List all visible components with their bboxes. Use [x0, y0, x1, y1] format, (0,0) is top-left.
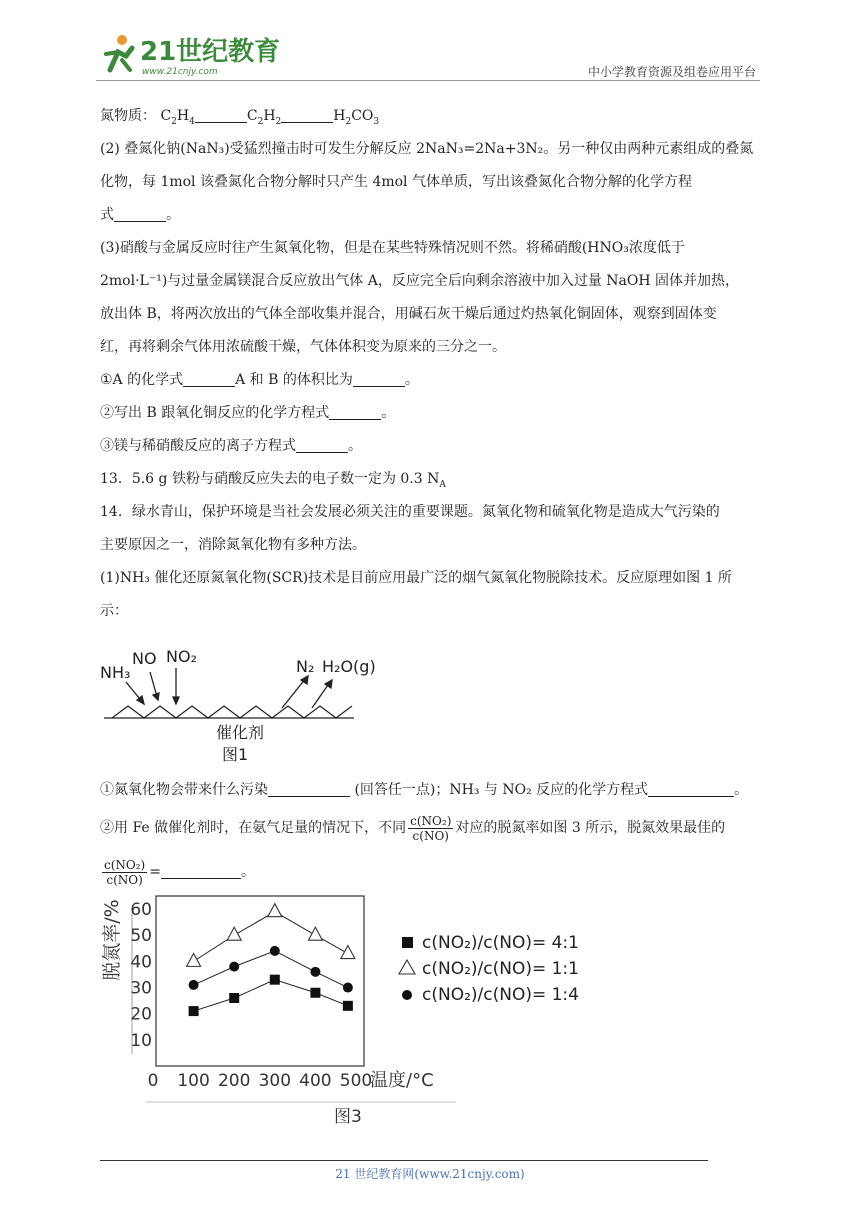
- data-point-triangle: [308, 927, 322, 940]
- legend-label: c(NO₂)/c(NO)= 4:1: [422, 933, 579, 953]
- answer-blank[interactable]: [296, 436, 348, 453]
- header-divider: [96, 80, 760, 81]
- site-logo: [96, 30, 281, 78]
- x-tick-label: 200: [217, 1071, 251, 1091]
- sub-question-2: ②用 Fe 做催化剂时，在氨气足量的情况下，不同 $\frac{\text{c(NO₂)}}{c(NO)}$ 对应的脱氮率如图 3 所示，脱氮效果最佳的: [100, 813, 726, 843]
- logo-text: 21世纪教育: [140, 37, 281, 67]
- data-point-circle: [229, 962, 239, 972]
- catalyst-surface: [104, 706, 354, 718]
- figure-3-caption: 图3: [334, 1107, 362, 1127]
- label-no2: NO₂: [166, 647, 197, 666]
- series-line: [194, 912, 348, 962]
- footer-divider: [100, 1160, 708, 1161]
- sub-question-1: ①氮氧化物会带来什么污染 (回答任一点)；NH₃ 与 NO₂ 反应的化学方程式 。: [100, 782, 749, 798]
- data-point-square: [270, 975, 280, 985]
- answer-blank[interactable]: [114, 205, 166, 222]
- question-14-line1: 14．绿水青山，保护环境是当社会发展必须关注的重要课题。氮氧化物和硫氧化物是造成大气污染的: [100, 504, 720, 520]
- x-tick-label: 100: [177, 1071, 210, 1091]
- y-tick-label: 40: [130, 952, 152, 973]
- question-1: ①A 的化学式 A 和 B 的体积比为 。: [100, 372, 419, 388]
- paragraph-2-line2: 化物，每 1mol 该叠氮化合物分解时只产生 4mol 气体单质，写出该叠氮化合物分解的化学方程: [100, 174, 692, 190]
- question-13: 13．5.6 g 铁粉与硝酸反应失去的电子数一定为 0.3 $N_A$: [100, 471, 446, 490]
- x-tick-label: 400: [299, 1071, 332, 1091]
- x-tick-label: 500: [339, 1071, 373, 1091]
- figure-3-chart: [96, 888, 616, 1128]
- x-tick-label: 300: [258, 1071, 292, 1091]
- paragraph-3-line2: 2mol·L⁻¹)与过量金属镁混合反应放出气体 A，反应完全后向剩余溶液中加入过量 NaOH 固体并加热，: [100, 273, 740, 289]
- paragraph-3-line4: 红，再将剩余气体用浓硫酸干燥，气体体积变为原来的三分之一。: [100, 339, 506, 355]
- data-point-square: [310, 988, 320, 998]
- question-3: ③镁与稀硝酸反应的离子方程式 。: [100, 438, 362, 454]
- y-tick-label: 20: [130, 1004, 152, 1025]
- answer-blank[interactable]: [268, 780, 350, 797]
- paragraph-2-line1: (2) 叠氮化钠(NaN₃)受猛烈撞击时可发生分解反应 2NaN₃=2Na+3N₂。另一种仅由两种元素组成的叠氮: [100, 141, 754, 157]
- y-axis-label: 脱氮率/%: [101, 899, 123, 981]
- footer-link[interactable]: 21 世纪教育网(www.21cnjy.com): [335, 1167, 525, 1181]
- data-point-square: [189, 1006, 199, 1016]
- legend-marker-triangle: [399, 960, 415, 974]
- paragraph-2-line3: 式 。: [100, 207, 180, 223]
- data-point-triangle: [341, 946, 355, 959]
- document-body: [100, 100, 762, 628]
- data-point-triangle: [227, 927, 241, 940]
- paragraph-3-line1: (3)硝酸与金属反应时往产生氮氧化物，但是在某些特殊情况则不然。将稀硝酸(HNO₃浓度低于: [100, 240, 685, 256]
- question-14-1-line1: (1)NH₃ 催化还原氮氧化物(SCR)技术是目前应用最广泛的烟气氮氧化物脱除技术。反应原理如图 1 所: [100, 570, 732, 586]
- x-tick-label: 0: [147, 1071, 159, 1091]
- figure-1-caption: 图1: [222, 745, 249, 764]
- y-tick-label: 60: [130, 900, 152, 921]
- data-point-square: [343, 1001, 353, 1011]
- data-point-circle: [270, 946, 280, 956]
- legend-label: c(NO₂)/c(NO)= 1:1: [422, 959, 579, 979]
- header-platform-text: 中小学教育资源及组卷应用平台: [587, 65, 756, 79]
- answer-blank[interactable]: [183, 370, 235, 387]
- data-point-circle: [310, 967, 320, 977]
- ratio-fraction: $\frac{\text{c(NO₂)}}{c(NO)}$: [104, 857, 146, 887]
- y-tick-label: 30: [130, 978, 152, 999]
- answer-blank[interactable]: [161, 862, 241, 879]
- logo-url: www.21cnjy.com: [142, 67, 218, 77]
- line-nitrogen-substances: 氮物质： $C_2H_4$ $C_2H_2$ $H_2CO_3$: [100, 108, 380, 127]
- answer-blank[interactable]: [329, 403, 381, 420]
- legend-marker-circle: [402, 990, 412, 1000]
- runner-icon: [106, 35, 132, 70]
- question-14-1-line2: 示：: [100, 603, 128, 619]
- y-tick-label: 50: [130, 926, 152, 947]
- ratio-fraction: $\frac{\text{c(NO₂)}}{c(NO)}$: [410, 813, 452, 843]
- x-axis-label: 温度/°C: [370, 1070, 434, 1091]
- chart-plot-frame: [156, 896, 364, 1066]
- label-nh3: NH₃: [100, 663, 131, 682]
- answer-blank[interactable]: [648, 780, 734, 797]
- data-point-triangle: [187, 953, 201, 966]
- data-point-square: [229, 993, 239, 1003]
- figure-1: [100, 640, 376, 770]
- data-point-circle: [189, 980, 199, 990]
- label-n2: N₂: [296, 657, 315, 676]
- answer-blank[interactable]: [195, 106, 247, 123]
- question-14-line2: 主要原因之一，消除氮氧化物有多种方法。: [100, 537, 366, 553]
- answer-blank[interactable]: [353, 370, 405, 387]
- y-tick-label: 10: [130, 1030, 152, 1051]
- data-point-circle: [343, 983, 353, 993]
- label-h2o: H₂O(g): [322, 657, 376, 676]
- sub-question-2-answer: $\frac{\text{c(NO₂)}}{c(NO)}$ = 。: [104, 857, 255, 887]
- legend-marker-square: [402, 937, 413, 948]
- question-2: ②写出 B 跟氧化铜反应的化学方程式 。: [100, 405, 396, 421]
- label-catalyst: 催化剂: [216, 723, 265, 742]
- answer-blank[interactable]: [281, 106, 333, 123]
- label-no: NO: [132, 649, 157, 668]
- legend-label: c(NO₂)/c(NO)= 1:4: [422, 985, 579, 1005]
- data-point-triangle: [268, 904, 282, 917]
- paragraph-3-line3: 放出体 B，将两次放出的气体全部收集并混合，用碱石灰干燥后通过灼热氧化铜固体，观察到固体变: [100, 306, 717, 322]
